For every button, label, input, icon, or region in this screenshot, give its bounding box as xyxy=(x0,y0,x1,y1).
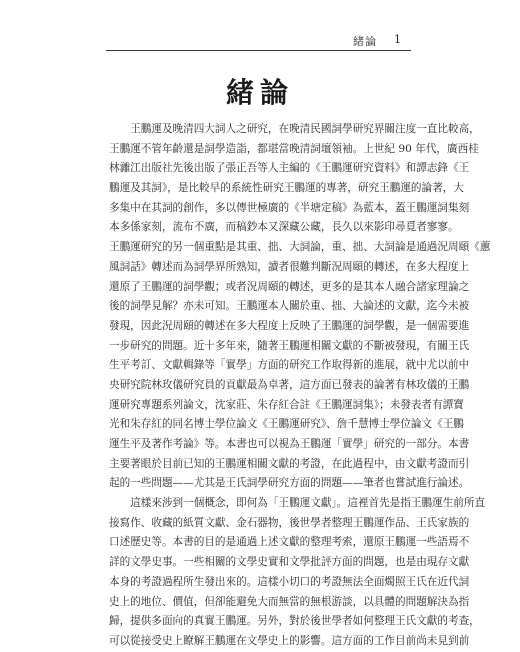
text-line: 王鵬運研究的另一個重點是其重、拙、大詞論，重、拙、大詞論是通過況周頤《蕙 xyxy=(109,241,491,254)
text-line: 多集中在其詞的創作，多以傳世極廣的《半塘定稿》為藍本，蓋王鵬運詞集刻 xyxy=(109,201,470,214)
text-line: 光和朱存紅的同名博士學位論文《王鵬運研究》、詹千慧博士學位論文《王鵬 xyxy=(109,418,464,431)
chapter-title: 緒論 xyxy=(225,76,294,109)
text-line: 本多係家刻，流布不廣，而稿鈔本又深藏公藏，長久以來影印尋覓者寥寥。 xyxy=(109,221,459,234)
text-line: 央研究院林玫儀研究員的貢獻最為卓著，這方面已發表的論著有林玫儀的王鵬 xyxy=(109,378,470,391)
header-rule xyxy=(106,50,411,51)
text-line: 發現，因此況周頤的轉述在多大程度上反映了王鵬運的詞學觀，是一個需要進 xyxy=(109,319,470,332)
text-line: 後的詞學見解？亦未可知。王鵬運本人關於重、拙、大論述的文獻，迄今未被 xyxy=(109,300,470,313)
text-line: 可以從接受史上瞭解王鵬運在文學史上的影響。這方面的工作目前尚未見到前 xyxy=(109,634,470,647)
text-line: 生平考訂、文獻輯錄等「實學」方面的研究工作取得新的進展，就中尤以前中 xyxy=(109,359,470,372)
text-line: 接寫作、收藏的紙質文獻、金石器物，後世學者整理王鵬運作品、王氏家族的 xyxy=(109,516,470,529)
paragraph xyxy=(109,120,491,494)
running-head xyxy=(0,33,520,51)
text-line: 口述歷史等。本書的目的是通過上述文獻的整理考索，還原王鵬運一些語焉不 xyxy=(109,536,470,549)
text-line: 歸，提供多面向的真實王鵬運。另外，對於後世學者如何整理王氏文獻的考查， xyxy=(109,615,480,628)
text-line: 詳的文學史事。一些相關的文學史實和文學批評方面的問題，也是由現存文獻 xyxy=(109,556,470,569)
text-line: 林灕江出版社先後出版了張正吾等人主編的《王鵬運研究資料》和譚志鋒《王 xyxy=(109,162,470,175)
body-text xyxy=(109,120,491,652)
text-line: 還原了王鵬運的詞學觀；或者況周頤的轉述，更多的是其本人融合諸家理論之 xyxy=(109,280,470,293)
text-line: 風詞話》轉述而為詞學界所熟知，讀者很難判斷況周頤的轉述，在多大程度上 xyxy=(109,260,470,273)
running-head-title: 緒論 xyxy=(353,35,377,48)
text-line: 這樣來涉到一個概念，即何為「王鵬運文獻」。這裡首先是指王鵬運生前所直 xyxy=(109,497,486,510)
text-line: 王鵬運不管年齡還是詞學造詣，都堪當晚清詞壇領袖。上世紀 90 年代，廣西桂 xyxy=(109,142,479,155)
text-line: 本身的考證過程所生發出來的。這樣小切口的考證無法全面燭照王氏在近代詞 xyxy=(109,575,470,588)
text-line: 史上的地位、價值，但卻能避免大而無當的無根游談，以具體的問題解決為指 xyxy=(109,595,470,608)
text-line: 一步研究的問題。近十多年來，隨著王鵬運相關文獻的不斷被發現，有關王氏 xyxy=(109,339,470,352)
text-line: 運生平及著作考論》等。本書也可以視為王鵬運「實學」研究的一部分。本書 xyxy=(109,438,470,450)
page-number: 1 xyxy=(394,33,401,46)
text-line: 起的一些問題——尤其是王氏詞學研究方面的問題——筆者也嘗試進行論述。 xyxy=(109,477,470,490)
paragraph xyxy=(109,494,486,652)
text-line: 主要著眼於目前已知的王鵬運相關文獻的考證，在此過程中，由文獻考證而引 xyxy=(109,457,470,470)
text-line: 王鵬運及晚清四大詞人之研究，在晚清民國詞學研究界關注度一直比較高， xyxy=(109,123,480,135)
text-line: 鵬運及其詞》，是比較早的系統性研究王鵬運的專著，研究王鵬運的論著，大 xyxy=(109,182,464,195)
text-line: 運研究專題系列論文，沈家莊、朱存紅合註《王鵬運詞集》；未發表者有譚寶 xyxy=(109,398,464,411)
